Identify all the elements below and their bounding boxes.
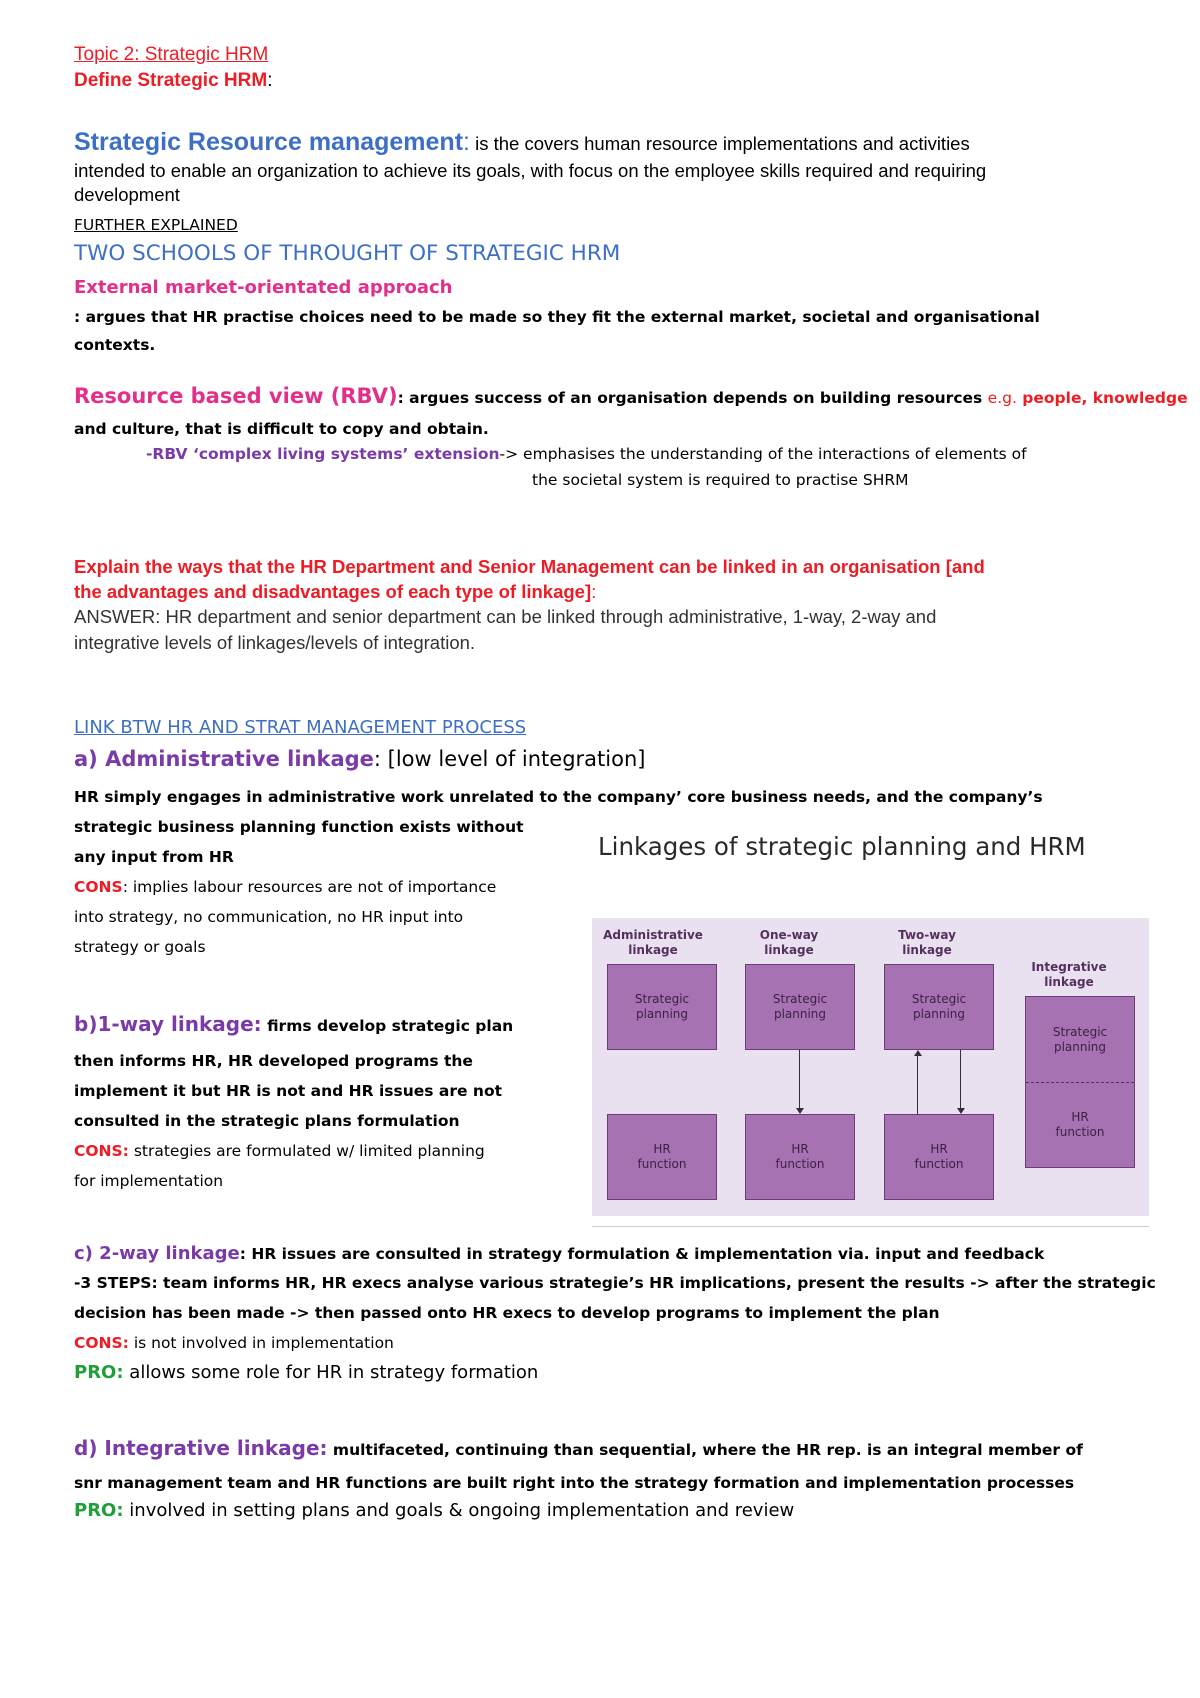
twoway-line2: -3 STEPS: team informs HR, HR execs analyse various strategie’s HR implications, present the results -> after the strategic: [74, 1274, 1156, 1292]
twoway-linkage-label-2: linkage: [902, 943, 952, 957]
admin-rest: : [low level of integration]: [373, 747, 646, 771]
define-heading-text: Define Strategic HRM: [74, 70, 268, 91]
admin-linkage-label-1: Administrative: [603, 928, 703, 942]
admin-linkage-label-2: linkage: [628, 943, 678, 957]
oneway-line1: [74, 1012, 513, 1036]
external-heading: External market-orientated approach: [74, 277, 453, 298]
twoway-hr-function-box: [884, 1114, 994, 1200]
integrative-linkage-label-2: linkage: [1044, 975, 1094, 989]
linkages-diagram: [592, 918, 1149, 1216]
srm-term: Strategic Resource management: [74, 128, 464, 156]
srm-definition-line3: development: [74, 184, 180, 205]
oneway-cons-text: strategies are formulated w/ limited planning: [128, 1142, 485, 1160]
oneway-colon: :: [253, 1012, 262, 1036]
twoway-hr-line2: function: [914, 1157, 964, 1171]
integrative-linkage-label: [1014, 960, 1124, 990]
oneway-sp-line2: planning: [773, 1007, 827, 1021]
admin-cons-text: : implies labour resources are not of importance: [122, 878, 497, 896]
question-line2: [74, 581, 596, 603]
twoway-linkage-label-1: Two-way: [898, 928, 956, 942]
integrative-text: multifaceted, continuing than sequential, where the HR rep. is an integral member of: [327, 1441, 1083, 1459]
define-heading: [74, 70, 272, 92]
integrative-hr-line1: HR: [1071, 1110, 1089, 1124]
question-line2-text: the advantages and disadvantages of each type of linkage]: [74, 581, 592, 602]
rbv-examples: people, knowledge: [1016, 389, 1188, 407]
twoway-down-arrow-head: [957, 1108, 965, 1114]
integrative-sp-line1: Strategic: [1052, 1024, 1108, 1039]
twoway-line1: [74, 1243, 1044, 1264]
admin-hr-function-box: [607, 1114, 717, 1200]
rbv-ext-label: -RBV ‘complex living systems’ extension: [146, 445, 500, 463]
integrative-combined-box: [1025, 996, 1135, 1168]
further-explained: FURTHER EXPLAINED: [74, 216, 238, 234]
integrative-hr-function: [1026, 1083, 1134, 1167]
admin-line2: strategic business planning function exists without: [74, 818, 524, 836]
oneway-hr-line1: HR: [791, 1142, 809, 1156]
oneway-cons-label: CONS:: [74, 1142, 129, 1160]
integrative-pro-text: involved in setting plans and goals & ongoing implementation and review: [123, 1500, 795, 1521]
oneway-text: firms develop strategic plan: [261, 1017, 514, 1035]
oneway-line3: implement it but HR is not and HR issues are not: [74, 1082, 502, 1100]
admin-hr-line2: function: [637, 1157, 687, 1171]
twoway-pro-label: PRO:: [74, 1362, 124, 1383]
rbv-extension-line2: the societal system is required to practise SHRM: [532, 471, 909, 489]
integrative-sp-line2: planning: [1053, 1039, 1107, 1054]
integrative-line1: [74, 1436, 1083, 1460]
define-colon: :: [267, 70, 273, 91]
rbv-term: Resource based view (RBV): [74, 384, 398, 408]
rbv-eg: e.g.: [987, 389, 1017, 407]
rbv-text: : argues success of an organisation depends on building resources: [397, 389, 988, 407]
twoway-pro: [74, 1362, 538, 1383]
twoway-up-arrow-line: [917, 1056, 918, 1114]
twoway-text: : HR issues are consulted in strategy formulation & implementation via. input and feedback: [239, 1245, 1045, 1263]
admin-strategic-planning-box: [607, 964, 717, 1050]
twoway-cons: [74, 1334, 394, 1352]
twoway-line3: decision has been made -> then passed onto HR execs to develop programs to implement the plan: [74, 1304, 940, 1322]
twoway-sp-line2: planning: [912, 1007, 966, 1021]
admin-heading: [74, 747, 645, 771]
oneway-cons2: for implementation: [74, 1172, 224, 1190]
oneway-line4: consulted in the strategic plans formulation: [74, 1112, 460, 1130]
twoway-label: c) 2-way linkage: [74, 1243, 240, 1264]
external-line1: : argues that HR practise choices need to be made so they fit the external market, societal and organisational: [74, 308, 1040, 326]
oneway-linkage-label-1: One-way: [759, 928, 819, 942]
admin-line1: HR simply engages in administrative work unrelated to the company’ core business needs, and the company’s: [74, 788, 1043, 806]
admin-cons2: into strategy, no communication, no HR input into: [74, 908, 464, 926]
topic-title: Topic 2: Strategic HRM: [74, 44, 269, 65]
rbv-ext-text: -> emphasises the understanding of the interactions of elements of: [499, 445, 1027, 463]
twoway-cons-label: CONS:: [74, 1334, 129, 1352]
diagram-divider: [592, 1226, 1149, 1227]
oneway-down-arrow-head: [796, 1108, 804, 1114]
integrative-strategic-planning: [1026, 997, 1134, 1082]
twoway-up-arrow-head: [914, 1050, 922, 1056]
answer-line2: integrative levels of linkages/levels of integration.: [74, 632, 476, 653]
integrative-pro: [74, 1500, 794, 1521]
srm-definition-line1: [74, 128, 970, 157]
oneway-label: b)1-way linkage: [74, 1012, 254, 1036]
admin-cons1: [74, 878, 496, 896]
admin-cons-label: CONS: [74, 878, 123, 896]
oneway-linkage-label: [734, 928, 844, 958]
srm-colon: :: [463, 128, 470, 156]
answer-line1: ANSWER: HR department and senior department can be linked through administrative, 1-way, 2-way and: [74, 606, 937, 627]
integrative-label: d) Integrative linkage:: [74, 1436, 328, 1460]
srm-definition-line2: intended to enable an organization to achieve its goals, with focus on the employee skills required and requiring: [74, 160, 987, 181]
admin-sp-line1: Strategic: [634, 992, 690, 1006]
admin-line3: any input from HR: [74, 848, 234, 866]
twoway-hr-line1: HR: [930, 1142, 948, 1156]
integrative-hr-line2: function: [1055, 1125, 1105, 1139]
question-colon: :: [591, 581, 597, 602]
two-schools-heading: TWO SCHOOLS OF THROUGHT OF STRATEGIC HRM: [74, 241, 621, 266]
integrative-linkage-label-1: Integrative: [1031, 960, 1107, 974]
twoway-down-arrow-line: [960, 1050, 961, 1108]
twoway-strategic-planning-box: [884, 964, 994, 1050]
rbv-line1: [74, 384, 1188, 408]
external-line2: contexts.: [74, 336, 156, 354]
integrative-pro-label: PRO:: [74, 1500, 124, 1521]
twoway-cons-text: is not involved in implementation: [128, 1334, 394, 1352]
admin-sp-line2: planning: [635, 1007, 689, 1021]
twoway-pro-text: allows some role for HR in strategy formation: [123, 1362, 539, 1383]
oneway-down-arrow-line: [799, 1050, 800, 1110]
admin-cons3: strategy or goals: [74, 938, 206, 956]
oneway-strategic-planning-box: [745, 964, 855, 1050]
srm-text-1: is the covers human resource implementations and activities: [469, 133, 970, 154]
admin-label: a) Administrative linkage: [74, 747, 374, 771]
rbv-extension: [146, 445, 1027, 463]
integrative-line2: snr management team and HR functions are built right into the strategy formation and implementation processes: [74, 1474, 1075, 1492]
oneway-hr-line2: function: [775, 1157, 825, 1171]
question-line1: Explain the ways that the HR Department and Senior Management can be linked in an organisation [and: [74, 556, 985, 577]
oneway-line2: then informs HR, HR developed programs the: [74, 1052, 473, 1070]
oneway-sp-line1: Strategic: [772, 992, 828, 1006]
oneway-linkage-label-2: linkage: [764, 943, 814, 957]
admin-hr-line1: HR: [653, 1142, 671, 1156]
link-heading: LINK BTW HR AND STRAT MANAGEMENT PROCESS: [74, 717, 527, 738]
diagram-title: Linkages of strategic planning and HRM: [598, 832, 1086, 861]
oneway-cons1: [74, 1142, 485, 1160]
twoway-linkage-label: [872, 928, 982, 958]
twoway-sp-line1: Strategic: [911, 992, 967, 1006]
admin-linkage-label: [598, 928, 708, 958]
rbv-line2: and culture, that is difficult to copy and obtain.: [74, 420, 489, 438]
oneway-hr-function-box: [745, 1114, 855, 1200]
